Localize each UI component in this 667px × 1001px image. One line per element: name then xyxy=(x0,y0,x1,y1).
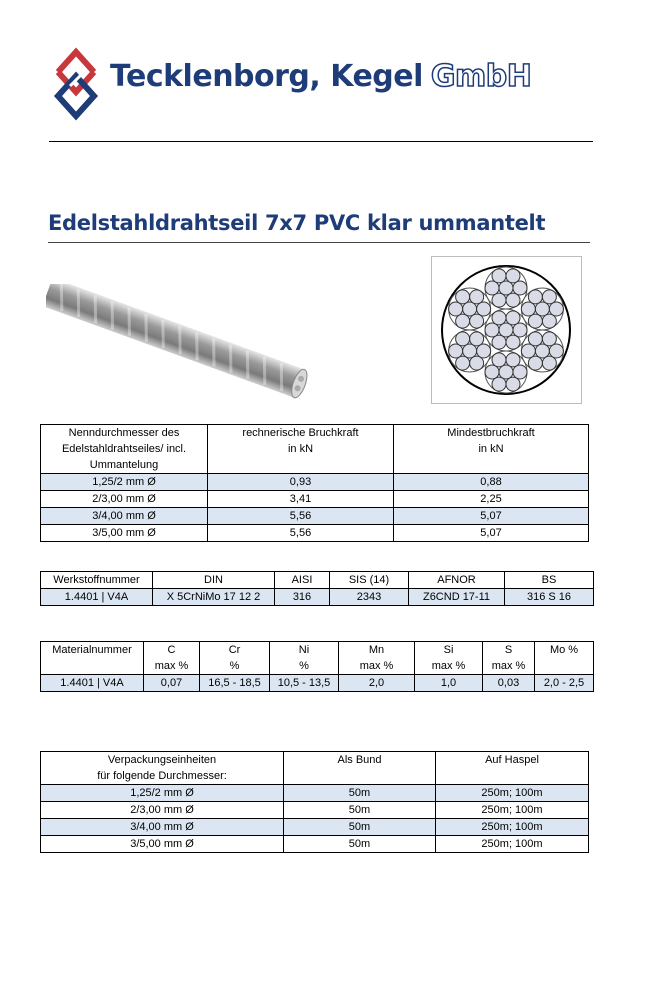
wire xyxy=(449,302,463,316)
wire xyxy=(485,281,499,295)
header-ni: Ni % xyxy=(270,642,339,675)
wire xyxy=(463,344,477,358)
header-din: DIN xyxy=(153,572,275,589)
wire xyxy=(477,344,491,358)
wire xyxy=(549,302,563,316)
wire xyxy=(513,365,527,379)
wire xyxy=(513,281,527,295)
wire xyxy=(542,332,556,346)
wire xyxy=(528,314,542,328)
wire xyxy=(485,323,499,337)
wire xyxy=(528,290,542,304)
table-row: 2/3,00 mm Ø 50m 250m; 100m xyxy=(41,802,589,819)
wire xyxy=(513,323,527,337)
table-row: 3/5,00 mm Ø 50m 250m; 100m xyxy=(41,836,589,853)
wire xyxy=(535,302,549,316)
header-als-bund: Als Bund xyxy=(284,752,436,785)
table-row: 2/3,00 mm Ø 3,41 2,25 xyxy=(41,491,589,508)
brand-suffix: GmbH xyxy=(430,59,532,94)
cross-section-diagram xyxy=(431,256,582,404)
wire xyxy=(521,302,535,316)
material-standards-table xyxy=(40,571,594,606)
wire xyxy=(499,365,513,379)
header-si: Si max % xyxy=(415,642,483,675)
wire xyxy=(528,332,542,346)
company-logo xyxy=(48,44,568,124)
wire xyxy=(506,269,520,283)
title-underline xyxy=(48,242,590,243)
wire xyxy=(506,293,520,307)
header-s: S max % xyxy=(483,642,535,675)
header-mn: Mn max % xyxy=(339,642,415,675)
wire xyxy=(456,332,470,346)
wire xyxy=(542,290,556,304)
wire xyxy=(535,344,549,358)
table-row: 1.4401 | V4A 0,07 16,5 - 18,5 10,5 - 13,5 2,0 1,0 0,03 2,0 - 2,5 xyxy=(41,675,594,692)
wire xyxy=(470,332,484,346)
wire xyxy=(456,290,470,304)
header-packaging-units: Verpackungseinheiten für folgende Durchmesser: xyxy=(41,752,284,785)
brand-name: Tecklenborg, Kegel xyxy=(110,59,423,94)
chemical-composition-table xyxy=(40,641,594,692)
wire xyxy=(470,356,484,370)
header-auf-haspel: Auf Haspel xyxy=(436,752,589,785)
header-minimum-breaking-force: Mindestbruchkraft in kN xyxy=(394,425,589,474)
table-row: 3/4,00 mm Ø 50m 250m; 100m xyxy=(41,819,589,836)
wire xyxy=(492,335,506,349)
header-nominal-diameter: Nenndurchmesser des Edelstahldrahtseiles/ incl. Ummantelung xyxy=(41,425,208,474)
wire xyxy=(492,377,506,391)
wire xyxy=(506,377,520,391)
header-materialnummer: Materialnummer xyxy=(41,642,144,675)
wire xyxy=(492,269,506,283)
header-werkstoffnummer: Werkstoffnummer xyxy=(41,572,153,589)
cable-photo xyxy=(46,284,316,414)
breaking-force-table xyxy=(40,424,589,542)
table-row: 1,25/2 mm Ø 50m 250m; 100m xyxy=(41,785,589,802)
wire xyxy=(506,353,520,367)
wire xyxy=(456,356,470,370)
wire xyxy=(492,293,506,307)
header-bs: BS xyxy=(505,572,594,589)
wire xyxy=(542,356,556,370)
logo-wordmark xyxy=(110,59,531,94)
table-row: 1,25/2 mm Ø 0,93 0,88 xyxy=(41,474,589,491)
wire xyxy=(528,356,542,370)
wire xyxy=(456,314,470,328)
wire xyxy=(549,344,563,358)
wire xyxy=(485,365,499,379)
header-mo: Mo % xyxy=(535,642,594,675)
wire xyxy=(492,353,506,367)
wire xyxy=(506,311,520,325)
page-title: Edelstahldrahtseil 7x7 PVC klar ummantelt xyxy=(48,211,546,235)
wire xyxy=(542,314,556,328)
wire xyxy=(492,311,506,325)
logo-mark-icon xyxy=(48,44,108,124)
header-sis: SIS (14) xyxy=(330,572,409,589)
wire xyxy=(506,335,520,349)
strand-diagram-icon xyxy=(432,257,581,403)
header-calculated-breaking-force: rechnerische Bruchkraft in kN xyxy=(208,425,394,474)
wire xyxy=(470,290,484,304)
wire xyxy=(463,302,477,316)
table-row: 3/5,00 mm Ø 5,56 5,07 xyxy=(41,525,589,542)
header-divider xyxy=(49,141,593,142)
header-aisi: AISI xyxy=(275,572,330,589)
packaging-units-table xyxy=(40,751,589,853)
wire xyxy=(470,314,484,328)
header-c: C max % xyxy=(144,642,200,675)
table-row: 3/4,00 mm Ø 5,56 5,07 xyxy=(41,508,589,525)
wire xyxy=(449,344,463,358)
wire xyxy=(499,281,513,295)
wire xyxy=(477,302,491,316)
wire xyxy=(499,323,513,337)
wire xyxy=(521,344,535,358)
table-row: 1.4401 | V4A X 5CrNiMo 17 12 2 316 2343 Z6CND 17-11 316 S 16 xyxy=(41,589,594,606)
header-afnor: AFNOR xyxy=(409,572,505,589)
header-cr: Cr % xyxy=(200,642,270,675)
